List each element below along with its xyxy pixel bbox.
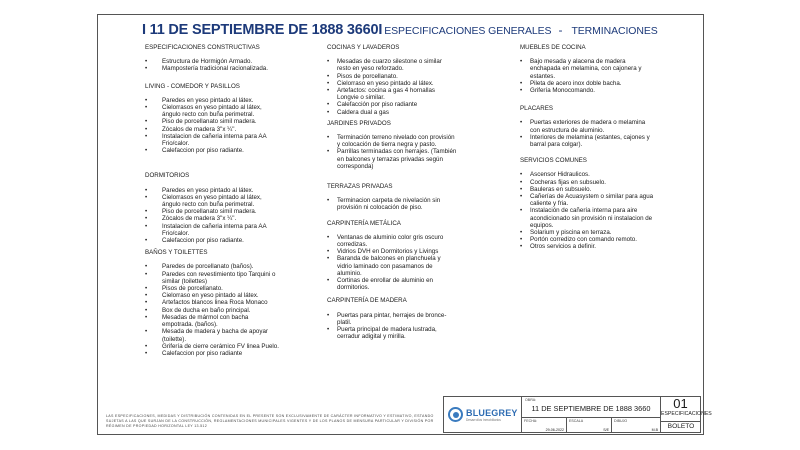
spec-item: • Parrillas terminadas con herrajes. (También en balcones y terrazas privadas según corresponda) (327, 148, 457, 170)
spec-item: • Ascensor Hidraulicos. (520, 171, 655, 178)
spec-item: • Solarium y piscina en terraza. (520, 229, 655, 236)
spec-item: • Terminación terreno nivelado con provisión y colocación de tierra negra y pasto. (327, 134, 457, 148)
spec-item: • Instalacion de cañeria interna para AA Frio/calor. (145, 223, 280, 237)
legal-disclaimer: LAS ESPECIFICACIONES, MEDIDAS Y DISTRIBUCIÓN CONTENIDAS EN EL PRESENTE SON EXCLUSIVAMENTE DE CARÁCTER INFORMATIVO Y ESTIMATIVO, ESTANDO SUJETAS A LAS QUE SURJAN DE LA CONSTRUCCIÓN, REGLAMENTACIONES MUNICIPALES VIGENTES Y DE LOS PLANOS DE MENSURA PARTICULAR Y DIVISIÓN POR RÉGIMEN DE PROPIEDAD HORIZONTAL LEY 13.512 (106, 414, 434, 428)
spec-item: • Cielorraso en yeso pintado al látex. (327, 80, 457, 87)
spec-item: • Grifería de cierre cerámico FV linea Puelo. (145, 343, 280, 350)
obra-label: OBRA: (525, 398, 537, 402)
spec-list (327, 312, 457, 341)
spec-item: • Cielorrasos en yeso pintado al látex, ángulo recto con buña perimetral. (145, 194, 280, 208)
spec-item: • Box de ducha en baño principal. (145, 307, 280, 314)
spec-section (145, 172, 280, 244)
sheet-type: BOLETO (661, 421, 701, 432)
spec-item: • Paredes en yeso pintado al látex. (145, 187, 280, 194)
spec-item: • Caldera dual a gas (327, 109, 457, 116)
section-title: CARPINTERÍA METÁLICA (327, 219, 401, 227)
spec-list (520, 119, 655, 148)
spec-list (145, 263, 280, 357)
spec-item: • Puerta principal de madera lustrada, cerradur adigital y mirilla. (327, 326, 457, 340)
sheet-number: 01 (673, 396, 688, 411)
spec-section (520, 44, 655, 94)
spec-list (520, 171, 655, 250)
dibujo-value: M.B (651, 428, 658, 432)
dibujo-cell (612, 418, 660, 433)
spec-item: • Mesada de madera y bacha de apoyar (toilette). (145, 328, 280, 342)
spec-item: • Otros servicios a definir. (520, 243, 655, 250)
page-title: I 11 DE SEPTIEMBRE DE 1888 3660I (142, 22, 383, 38)
spec-item: • Cañerías de Acuasystem o similar para agua caliente y fria. (520, 193, 655, 207)
spec-item: • Baranda de balcones en planchuela y vidrio laminado con pasamanos de aluminio. (327, 255, 457, 277)
spec-list (327, 58, 457, 116)
spec-item: • Cielorrasos en yeso pintado al látex, ángulo recto con buña perimetral. (145, 104, 280, 118)
spec-item: • Zócalos de madera 3"x ¼". (145, 215, 280, 222)
spec-item: • Instalacion de cañeria interna para AA Frio/calor. (145, 133, 280, 147)
page-section: TERMINACIONES (571, 25, 658, 37)
logo-tagline: Desarrollos Inmobiliarios (466, 417, 501, 422)
title-separator: - (558, 23, 563, 37)
spec-section (327, 120, 457, 170)
escala-value: S/E (603, 428, 609, 432)
spec-item: • Artefactos blancos linea Roca Monaco (145, 299, 280, 306)
spec-list (327, 197, 457, 211)
spec-item: • Bauleras en subsuelo. (520, 186, 655, 193)
spec-section (327, 297, 457, 340)
spec-section (520, 105, 655, 148)
spec-item: • Vidrios DVH en Dormitorios y Livings (327, 248, 457, 255)
spec-item: • Grifería Monocomando. (520, 87, 655, 94)
section-title: SERVICIOS COMUNES (520, 157, 587, 165)
spec-item: • Interiores de melamina (estantes, cajones y barral para colgar). (520, 134, 655, 148)
sheet-id (660, 396, 712, 432)
spec-list (327, 234, 457, 292)
spec-item: • Calefaccion por piso radiante (145, 350, 280, 357)
fecha-cell (522, 418, 567, 433)
spec-item: • Cielorraso en yeso pintado al látex. (145, 292, 280, 299)
page-subtitle: ESPECIFICACIONES GENERALES (384, 25, 552, 37)
section-title: COCINAS Y LAVADEROS (327, 44, 400, 51)
escala-cell (567, 418, 612, 433)
spec-item: • Ventanas de aluminio color gris oscuro corredizas. (327, 234, 457, 248)
spec-item: • Mesadas de cuarzo silestone o similar resto en yeso reforzado. (327, 58, 457, 72)
spec-item: • Mampostería tradicional racionalizada. (145, 65, 280, 72)
page-header (142, 22, 658, 38)
spec-list (145, 97, 280, 155)
section-title: DORMITORIOS (145, 172, 190, 180)
spec-item: • Artefactos: cocina a gas 4 hornallas Longvie o similar. (327, 87, 457, 101)
title-block-info (522, 397, 660, 432)
section-title: BAÑOS Y TOILETTES (145, 249, 208, 257)
spec-item: • Pisos de porcellanato. (145, 285, 280, 292)
spec-item: • Zócalos de madera 3"x ¼". (145, 126, 280, 133)
section-title: CARPINTERÍA DE MADERA (327, 297, 407, 305)
spec-item: • Pileta de acero inox doble bacha. (520, 80, 655, 87)
spec-item: • Cocheras fijas en subsuelo. (520, 179, 655, 186)
dibujo-label: DIBUJO (614, 419, 628, 423)
spec-item: • Puertas para pintar, herrajes de bronce-platil. (327, 312, 457, 326)
spec-section (327, 183, 457, 212)
section-title: ESPECIFICACIONES CONSTRUCTIVAS (145, 44, 260, 51)
spec-section (327, 44, 457, 116)
spec-column-3 (520, 44, 655, 256)
spec-item: • Piso de porcellanato simil madera. (145, 208, 280, 215)
section-title: MUEBLES DE COCINA (520, 44, 586, 51)
spec-column-1 (145, 44, 280, 362)
spec-list (520, 58, 655, 94)
spec-section (327, 220, 457, 292)
spec-item: • Estructura de Hormigón Armado. (145, 58, 280, 65)
section-title: JARDINES PRIVADOS (327, 119, 391, 127)
spec-item: • Puertas exteriores de madera o melamina con estructura de aluminio. (520, 119, 655, 133)
fecha-label: FECHA: (524, 419, 538, 423)
company-logo (444, 397, 522, 432)
spec-section (145, 249, 280, 357)
spec-section (520, 157, 655, 250)
spec-item: • Calefacción por piso radiante (327, 101, 457, 108)
section-title: PLACARES (520, 105, 554, 113)
spec-item: • Calefaccion por piso radiante. (145, 237, 280, 244)
spec-item: • Calefaccion por piso radiante. (145, 147, 280, 154)
spec-section (145, 44, 280, 73)
obra-value: 11 DE SEPTIEMBRE DE 1888 3660 (531, 404, 651, 413)
spec-item: • Mesadas de mármol con bacha empotrada. (baños). (145, 314, 280, 328)
spec-list (145, 58, 280, 72)
fecha-value: 29-06-2022 (545, 428, 564, 432)
spec-item: • Portón corredizo con comando remoto. (520, 236, 655, 243)
spec-column-2 (327, 44, 457, 346)
spec-item: • Paredes con revestimiento tipo Tarquini o similar (toilettes) (145, 271, 280, 285)
sheet-description: ESPECIFICACIONES (661, 411, 712, 417)
spec-item: • Paredes de porcellanato (baños). (145, 263, 280, 270)
spec-item: • Instalación de cañería interna para aire acondicionado sin provisión ni instalacion de equipos. (520, 207, 655, 229)
spec-item: • Terminacion carpeta de nivelación sin provisión ni colocación de piso. (327, 197, 457, 211)
escala-label: ESCALA (569, 419, 584, 423)
logo-name: BLUEGREY (466, 407, 518, 418)
section-title: LIVING - COMEDOR Y PASILLOS (145, 82, 240, 90)
spec-item: • Bajo mesada y alacena de madera enchapada en melamina, con cajonera y estantes. (520, 58, 655, 80)
spec-list (145, 187, 280, 245)
spec-item: • Cortinas de enrollar de aluminio en dormitorios. (327, 277, 457, 291)
spec-list (327, 134, 457, 170)
logo-mark-icon (448, 407, 463, 422)
spec-item: • Paredes en yeso pintado al látex. (145, 97, 280, 104)
title-block (443, 396, 712, 433)
spec-item: • Piso de porcellanato simil madera. (145, 118, 280, 125)
spec-section (145, 83, 280, 155)
spec-item: • Pisos de porcellanato. (327, 73, 457, 80)
section-title: TERRAZAS PRIVADAS (327, 183, 393, 191)
